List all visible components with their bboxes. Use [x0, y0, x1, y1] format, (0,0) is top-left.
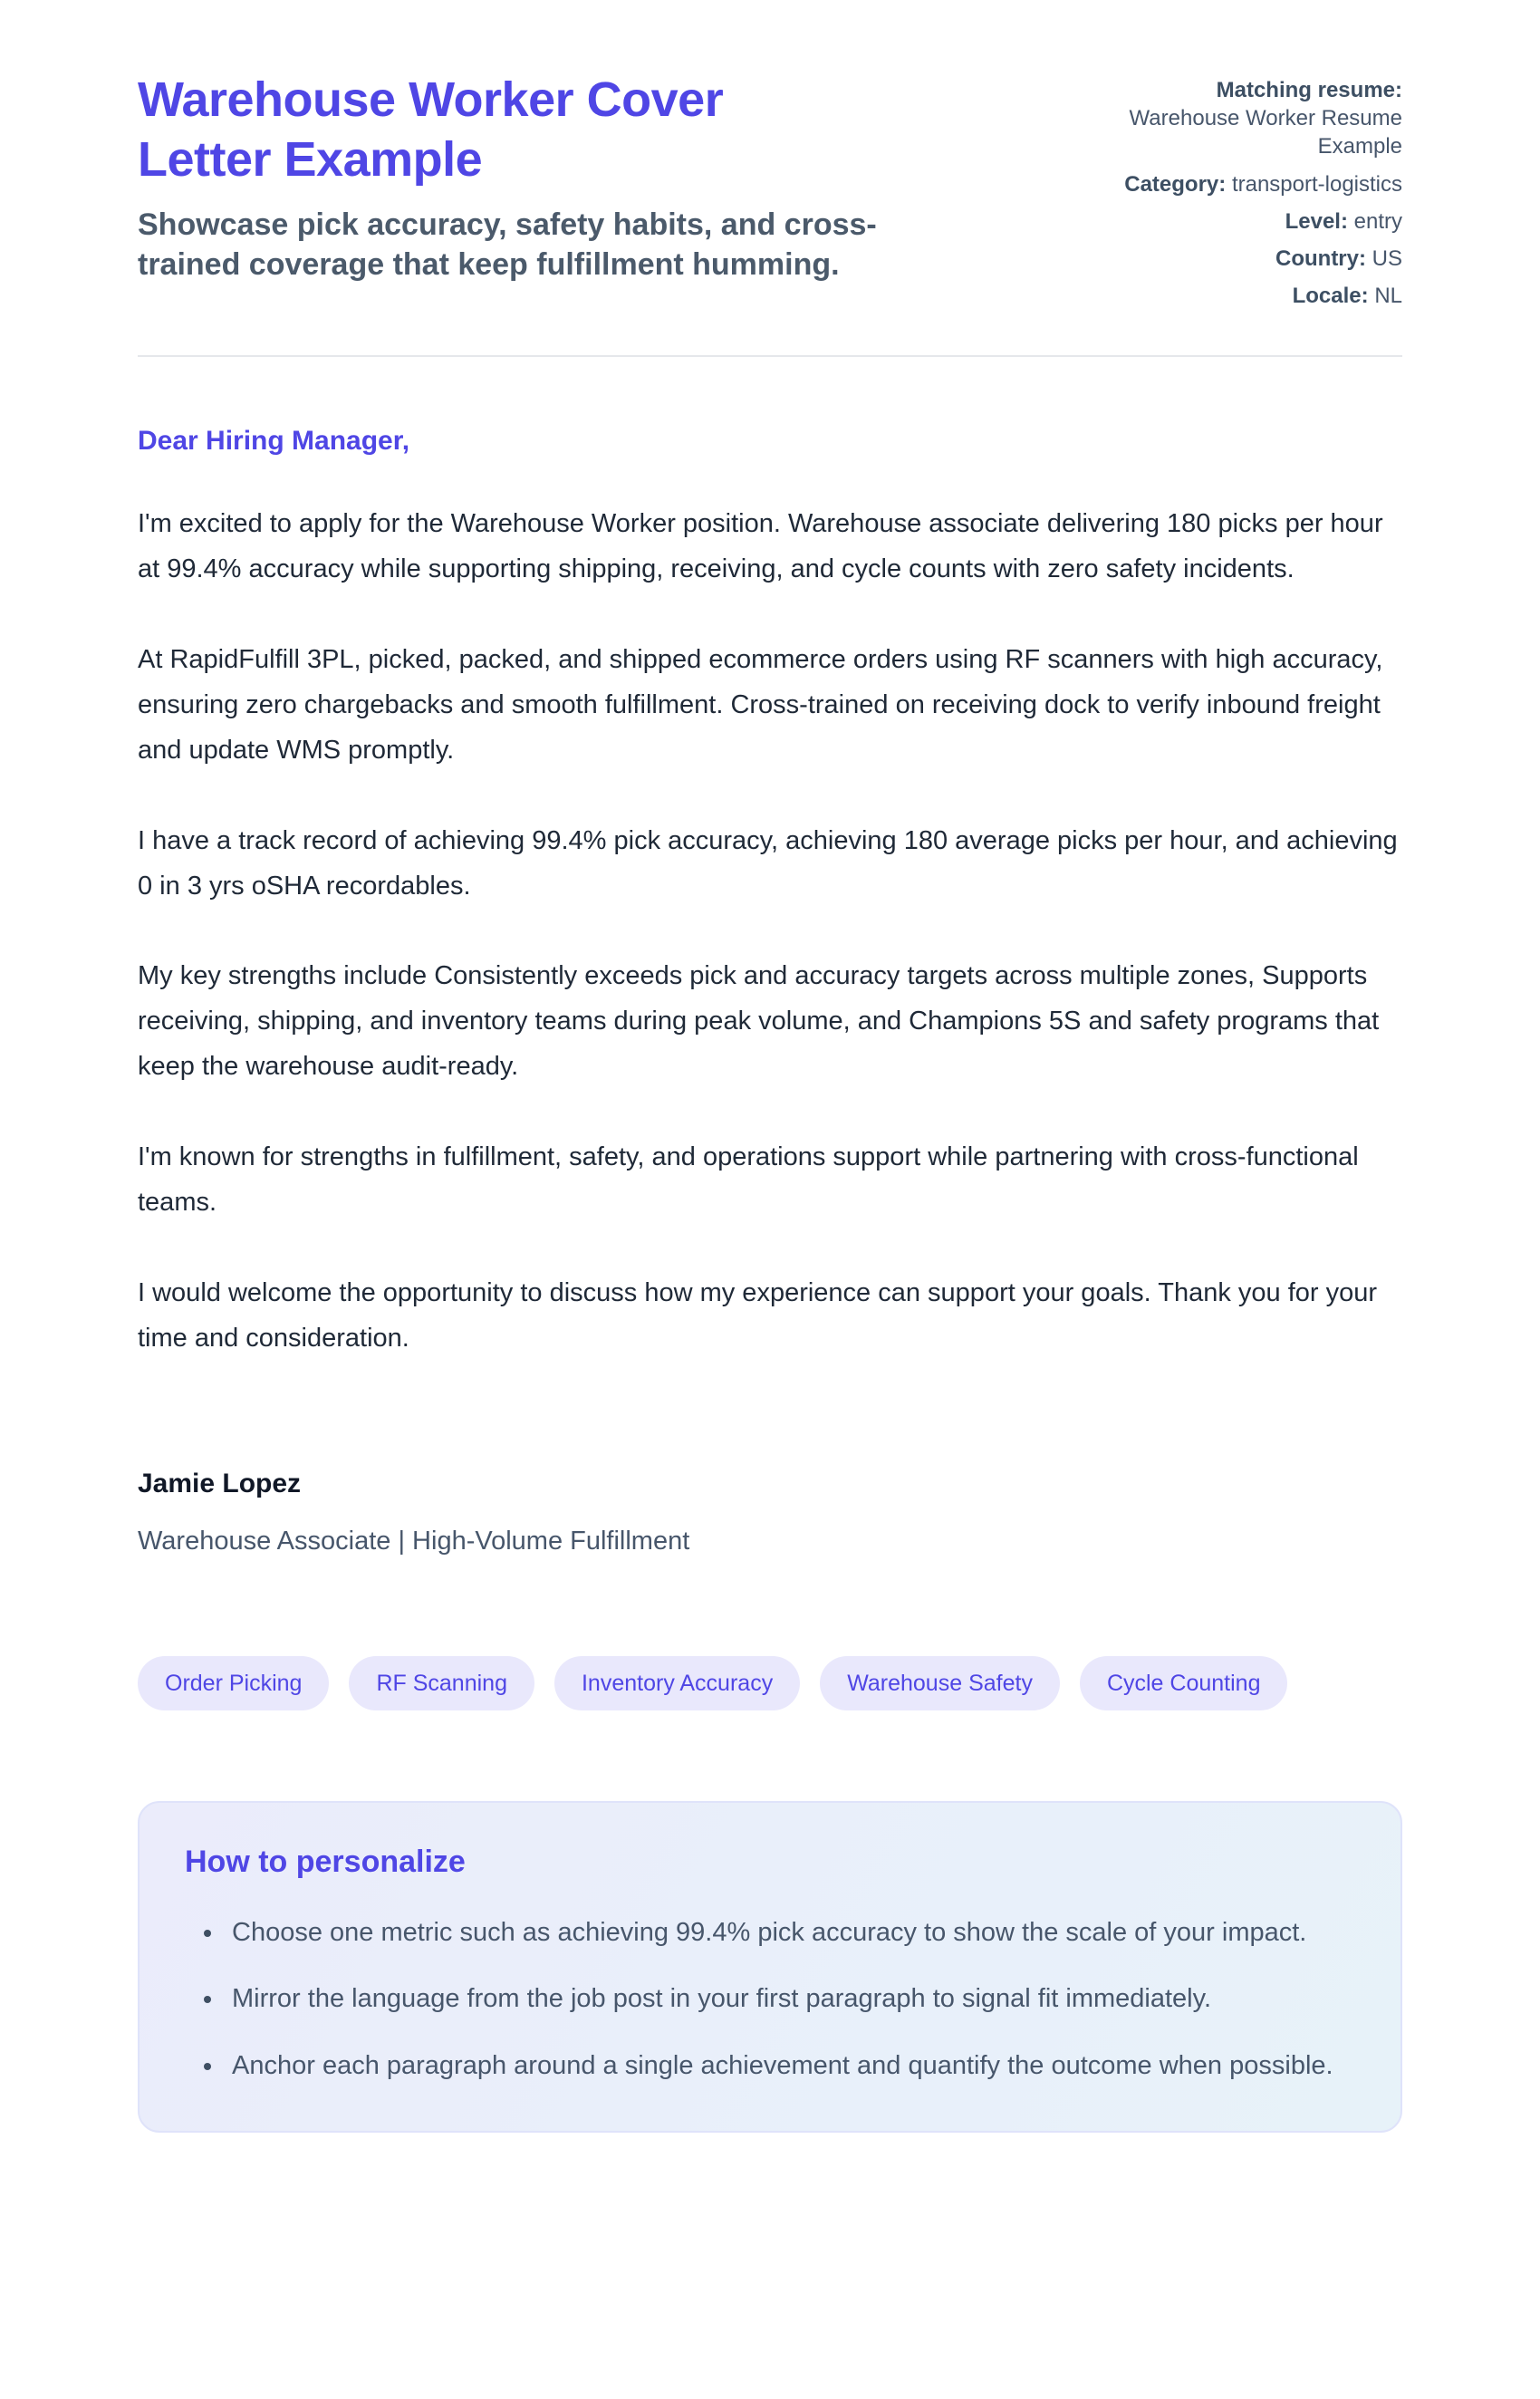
meta-level-value: entry — [1353, 208, 1402, 234]
tip-item-3: • Anchor each paragraph around a single achievement and quantify the outcome when possible. — [225, 2044, 1355, 2089]
tips-list — [185, 1911, 1355, 2090]
letter-paragraph-2: At RapidFulfill 3PL, picked, packed, and shipped ecommerce orders using RF scanners with high accuracy, ensuring zero chargebacks and smooth fulfillment. Cross-trained on receiving dock to verify inbound freight and update WMS promptly. — [138, 645, 1383, 765]
tag-cycle-counting[interactable]: Cycle Counting — [1080, 1656, 1288, 1710]
tag-rf-scanning[interactable]: RF Scanning — [349, 1656, 534, 1710]
resume-meta — [1083, 71, 1402, 319]
matching-resume-value: Warehouse Worker Resume Example — [1129, 106, 1402, 159]
meta-locale — [1083, 282, 1402, 310]
letter-paragraph-1: I'm excited to apply for the Warehouse Worker position. Warehouse associate delivering 180 picks per hour at 99.4% accuracy while supporting shipping, receiving, and cycle counts with zero safety incidents. — [138, 509, 1383, 584]
meta-category — [1083, 170, 1402, 198]
tip-item-2: • Mirror the language from the job post in your first paragraph to signal fit immediately. — [225, 1977, 1355, 2022]
header — [138, 71, 1402, 319]
meta-country-label: Country: — [1275, 246, 1366, 271]
meta-category-label: Category: — [1124, 171, 1227, 197]
tag-inventory-accuracy[interactable]: Inventory Accuracy — [554, 1656, 800, 1710]
signature-title: Warehouse Associate | High-Volume Fulfillment — [138, 1526, 690, 1556]
meta-locale-label: Locale: — [1292, 284, 1369, 309]
tag-order-picking[interactable]: Order Picking — [138, 1656, 329, 1710]
matching-resume-label: Matching resume: — [1216, 78, 1402, 102]
cover-letter-body — [138, 426, 1402, 1556]
letter-paragraph-3: I have a track record of achieving 99.4% pick accuracy, achieving 180 average picks per hour, and achieving 0 in 3 yrs oSHA recordables. — [138, 825, 1398, 901]
meta-category-value: transport-logistics — [1231, 171, 1402, 197]
meta-level-label: Level: — [1285, 208, 1348, 234]
header-title-block — [138, 71, 881, 284]
meta-country — [1083, 245, 1402, 273]
personalize-tips-card — [138, 1801, 1402, 2134]
header-divider — [138, 355, 1402, 357]
page-subtitle: Showcase pick accuracy, safety habits, and cross-trained coverage that keep fulfillment humming. — [138, 207, 877, 282]
meta-country-value: US — [1372, 246, 1402, 271]
tag-warehouse-safety[interactable]: Warehouse Safety — [820, 1656, 1060, 1710]
tip-item-1: • Choose one metric such as achieving 99.4% pick accuracy to show the scale of your impact. — [225, 1911, 1355, 1956]
tips-heading: How to personalize — [185, 1844, 466, 1879]
meta-matching-resume — [1083, 76, 1402, 161]
letter-paragraph-5: I'm known for strengths in fulfillment, safety, and operations support while partnering with cross-functional teams. — [138, 1142, 1359, 1217]
page-title: Warehouse Worker Cover Letter Example — [138, 72, 724, 187]
signature-name: Jamie Lopez — [138, 1468, 302, 1498]
letter-paragraph-4: My key strengths include Consistently exceeds pick and accuracy targets across multiple zones, Supports receiving, shipping, and inventory teams during peak volume, and Champions 5S and safety programs that keep the warehouse audit-ready. — [138, 961, 1380, 1082]
letter-paragraph-6: I would welcome the opportunity to discuss how my experience can support your goals. Thank you for your time and consideration. — [138, 1277, 1378, 1353]
skill-tags — [138, 1656, 1402, 1710]
meta-level — [1083, 207, 1402, 236]
salutation: Dear Hiring Manager, — [138, 426, 410, 457]
meta-locale-value: NL — [1374, 284, 1402, 309]
